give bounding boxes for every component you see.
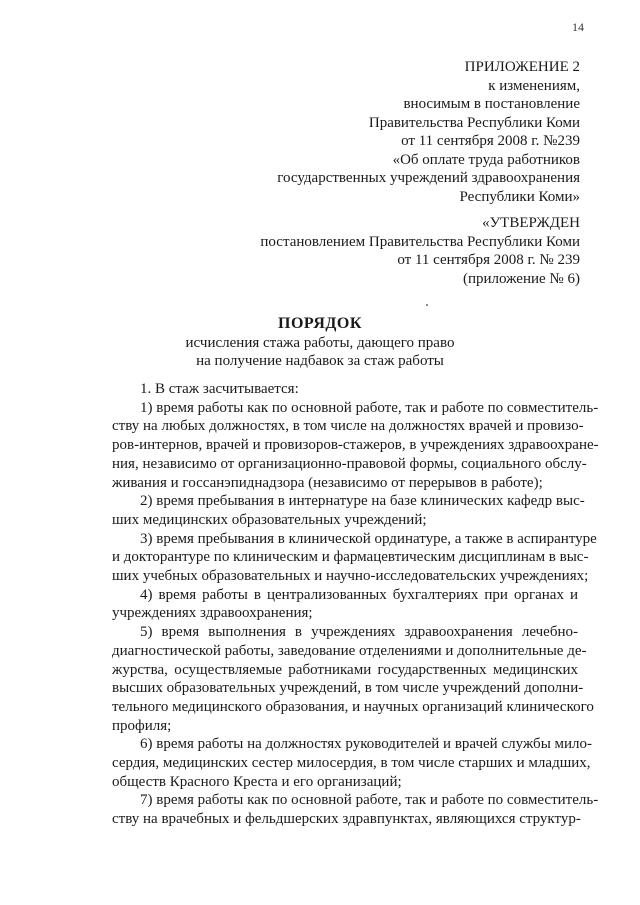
body-line: 1) время работы как по основной работе, так и работе по совместитель-: [140, 399, 599, 416]
body-line: 1. В стаж засчитывается:: [140, 381, 299, 397]
body-line: и докторантуре по клиническим и фармацевтическим дисциплинам в выс-: [112, 549, 589, 566]
body-line: 2) время пребывания в интернатуре на базе клинических кафедр выс-: [140, 493, 585, 510]
body-line: 4) время работы в централизованных бухгалтериях при органах и: [140, 586, 578, 603]
scan-speck: [426, 304, 428, 306]
document-subtitle-line: на получение надбавок за стаж работы: [196, 353, 444, 369]
body-line: ших медицинских образовательных учреждений;: [112, 511, 427, 528]
body-line: ших учебных образовательных и научно-исследовательских учреждениях;: [112, 568, 589, 585]
body-line: ству на врачебных и фельдшерских здравпунктах, являющихся структур-: [112, 811, 581, 828]
body-line: журства, осуществляемые работниками государственных медицинских: [112, 661, 578, 678]
body-line: сердия, медицинских сестер милосердия, в том числе старших и младших,: [112, 755, 591, 772]
approval-line: постановлением Правительства Республики Коми: [260, 233, 580, 250]
approval-line: (приложение № 6): [462, 270, 580, 287]
body-line: 7) время работы как по основной работе, так и работе по совместитель-: [140, 792, 599, 809]
appendix-line: Правительства Республики Коми: [368, 114, 580, 131]
appendix-line: государственных учреждений здравоохранения: [277, 170, 580, 186]
approval-line: от 11 сентября 2008 г. № 239: [397, 252, 580, 268]
body-line: обществ Красного Креста и его организаций;: [112, 773, 402, 790]
approval-line: «УТВЕРЖДЕН: [482, 215, 580, 231]
appendix-line: ПРИЛОЖЕНИЕ 2: [464, 59, 580, 75]
document-subtitle-line: исчисления стажа работы, дающего право: [185, 335, 455, 351]
body-line: ству на любых должностях, в том числе на должностях врачей и провизо-: [112, 418, 584, 435]
document-body: [112, 380, 599, 829]
approval-header: [260, 214, 580, 288]
body-line: 3) время пребывания в клинической ординатуре, а также в аспирантуре: [140, 530, 597, 547]
body-line: диагностической работы, заведование отделениями и дополнительные де-: [112, 642, 587, 659]
body-line: живания и госсанэпиднадзора (независимо от перерывов в работе);: [112, 474, 543, 491]
body-line: учреждениях здравоохранения;: [112, 605, 313, 622]
document-title: ПОРЯДОК: [278, 315, 362, 332]
page-number: 14: [572, 20, 584, 34]
appendix-line: «Об оплате труда работников: [392, 151, 580, 168]
body-line: тельного медицинского образования, и научных организаций клинического: [112, 698, 594, 715]
body-line: высших образовательных учреждений, в том числе учреждений дополни-: [112, 680, 584, 697]
appendix-line: от 11 сентября 2008 г. №239: [401, 133, 580, 149]
document-title-block: [0, 314, 640, 370]
appendix-line: к изменениям,: [488, 77, 580, 94]
body-line: профиля;: [112, 717, 172, 734]
body-line: 5) время выполнения в учреждениях здравоохранения лечебно-: [140, 624, 578, 641]
body-line: ров-интернов, врачей и провизоров-стажеров, в учреждениях здравоохране-: [112, 437, 599, 454]
appendix-line: Республики Коми»: [459, 188, 580, 205]
appendix-header: [277, 58, 580, 206]
body-line: 6) время работы на должностях руководителей и врачей службы мило-: [140, 736, 593, 753]
appendix-line: вносимым в постановление: [403, 96, 580, 112]
body-line: ния, независимо от организационно-правовой формы, социального обслу-: [112, 455, 587, 472]
